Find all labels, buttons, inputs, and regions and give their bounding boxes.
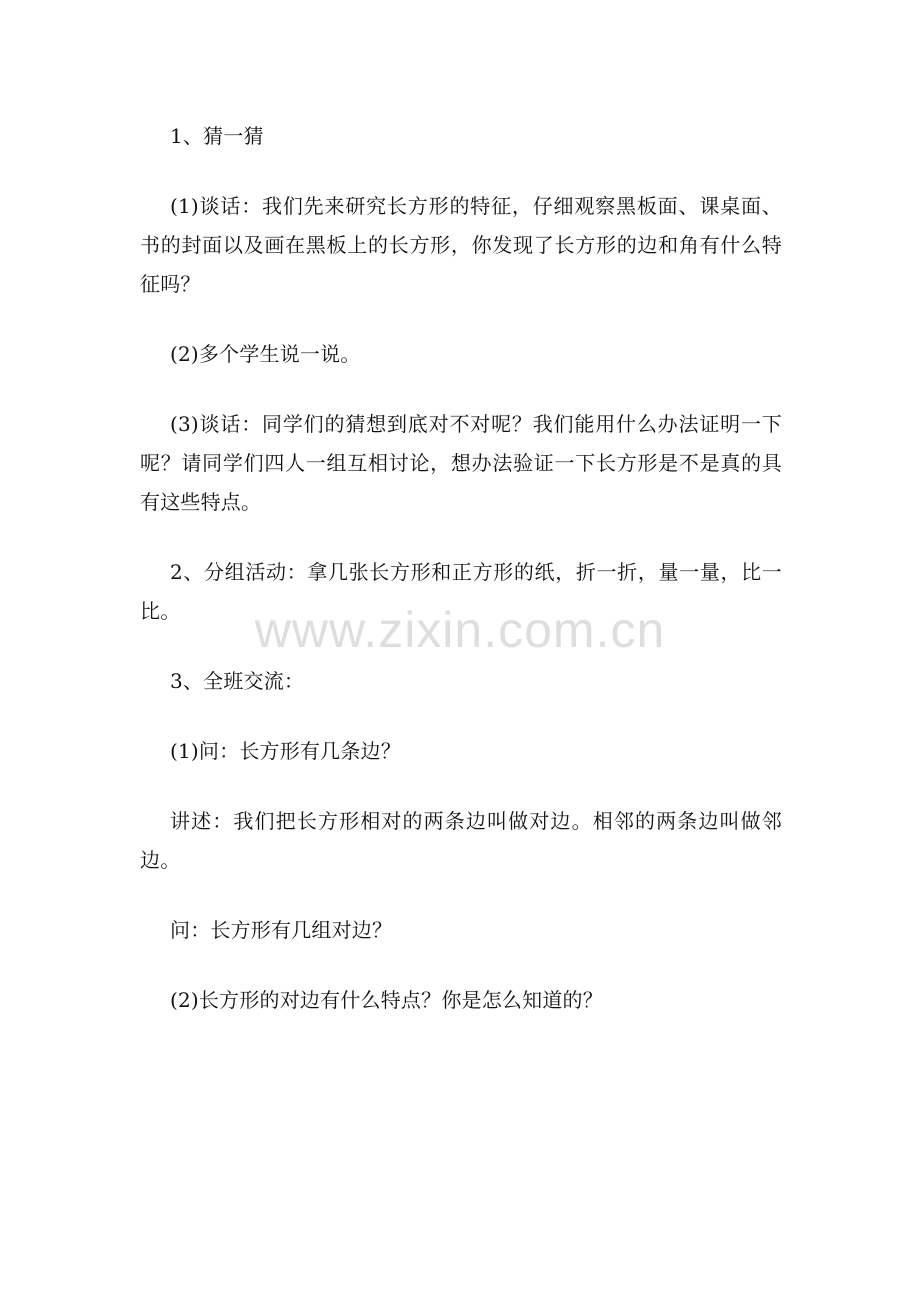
paragraph-explanation: 讲述：我们把长方形相对的两条边叫做对边。相邻的两条边叫做邻边。 — [140, 809, 782, 872]
paragraph-question-opposite-sides: 问：长方形有几组对边？ — [170, 918, 393, 942]
paragraph-students-speak: (2)多个学生说一说。 — [170, 342, 361, 366]
document-body — [140, 117, 782, 1020]
heading-guess: 1、猜一猜 — [170, 124, 264, 148]
paragraph-talk-1: (1)谈话：我们先来研究长方形的特征，仔细观察黑板面、课桌面、书的封面以及画在黑板上的长方形，你发现了长方形的边和角有什么特征吗？ — [140, 194, 782, 296]
watermark: www.zixin.com.cn — [254, 602, 666, 658]
paragraph-talk-3: (3)谈话：同学们的猜想到底对不对呢？我们能用什么办法证明一下呢？请同学们四人一组互相讨论，想办法验证一下长方形是不是真的具有这些特点。 — [140, 412, 782, 514]
paragraph-question-2: (2)长方形的对边有什么特点？你是怎么知道的？ — [170, 988, 603, 1012]
paragraph-question-1: (1)问：长方形有几条边？ — [170, 739, 401, 763]
heading-group-activity: 2、分组活动：拿几张长方形和正方形的纸，折一折，量一量，比一比。 — [140, 560, 782, 623]
heading-class-exchange: 3、全班交流： — [170, 669, 305, 693]
